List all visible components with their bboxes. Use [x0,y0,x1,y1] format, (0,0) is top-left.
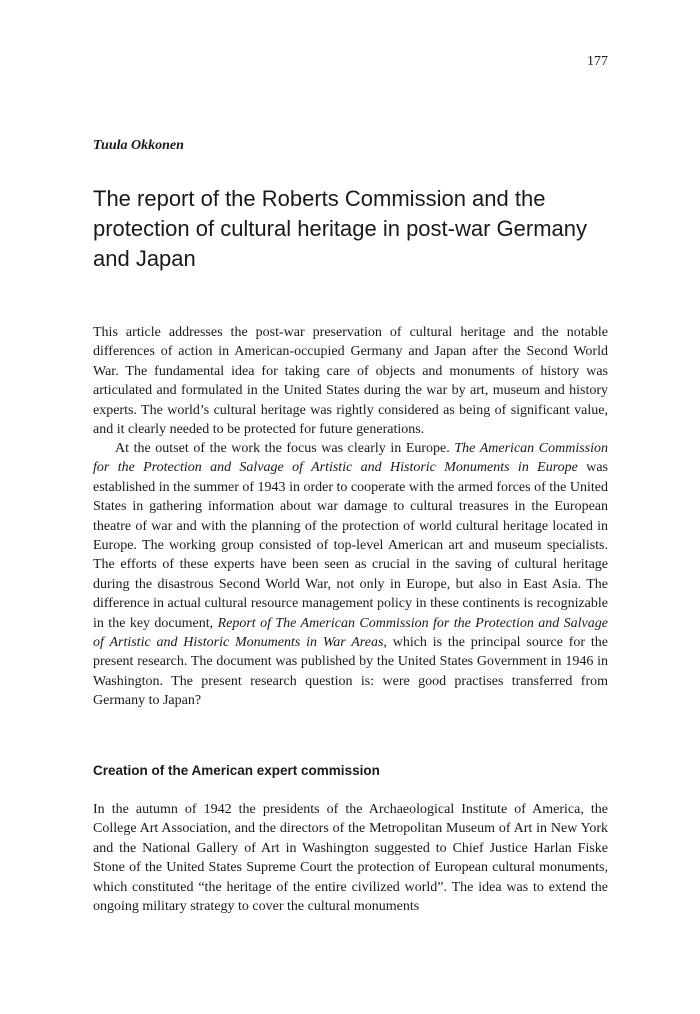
page-number: 177 [587,54,608,69]
section-heading: Creation of the American expert commission [93,763,380,778]
creation-paragraph: In the autumn of 1942 the presidents of the Archaeological Institute of America, the College Art Association, and the directors of the Metropolitan Museum of Art in New York and the National Gallery of Art in Washington suggested to Chief Justice Harlan Fiske Stone of the United States Supreme Court the protection of European cultural monuments, which constituted “the heritage of the entire civilized world”. The idea was to extend the ongoing military strategy to cover the cultural monuments [93,802,608,915]
focus-text-2: was established in the summer of 1943 in order to cooperate with the armed forces of the United States in gathering information about war damage to cultural treasures in the European theatre of war and with the planning of the protection of world cultural heritage located in Europe. The working group consisted of top-level American art and museum specialists. The efforts of these experts have been seen as crucial in the saving of cultural heritage during the disastrous Second World War, not only in Europe, but also in East Asia. The difference in actual cultural resource management policy in these continents is recognizable in the key document, [93,460,608,631]
commission-name: The American Commission for the Protection and Salvage of Artistic and Historic Monuments in Europe [93,441,608,476]
article-title: The report of the Roberts Commission and the protection of cultural heritage in post-war Germany and Japan [93,186,588,271]
intro-paragraph: This article addresses the post-war preservation of cultural heritage and the notable differences of action in American-occupied Germany and Japan after the Second World War. The fundamental idea for taking care of objects and monuments of history was articulated and formulated in the United States during the war by art, museum and history experts. The world’s cultural heritage was rightly considered as being of significant value, and it clearly needed to be protected for future generations. [93,325,608,438]
focus-text-3: , which is the principal source for the present research. The document was published by the United States Government in 1946 in Washington. The present research question is: were good practises transferred from Germany to Japan? [93,635,608,709]
report-title: Report of The American Commission for the Protection and Salvage of Artistic and Historic Monuments in War Areas [93,615,608,651]
article-page [93,0,608,1014]
author-name: Tuula Okkonen [93,138,184,153]
focus-paragraph [93,439,608,711]
focus-text-1: At the outset of the work the focus was clearly in Europe. [115,441,455,456]
